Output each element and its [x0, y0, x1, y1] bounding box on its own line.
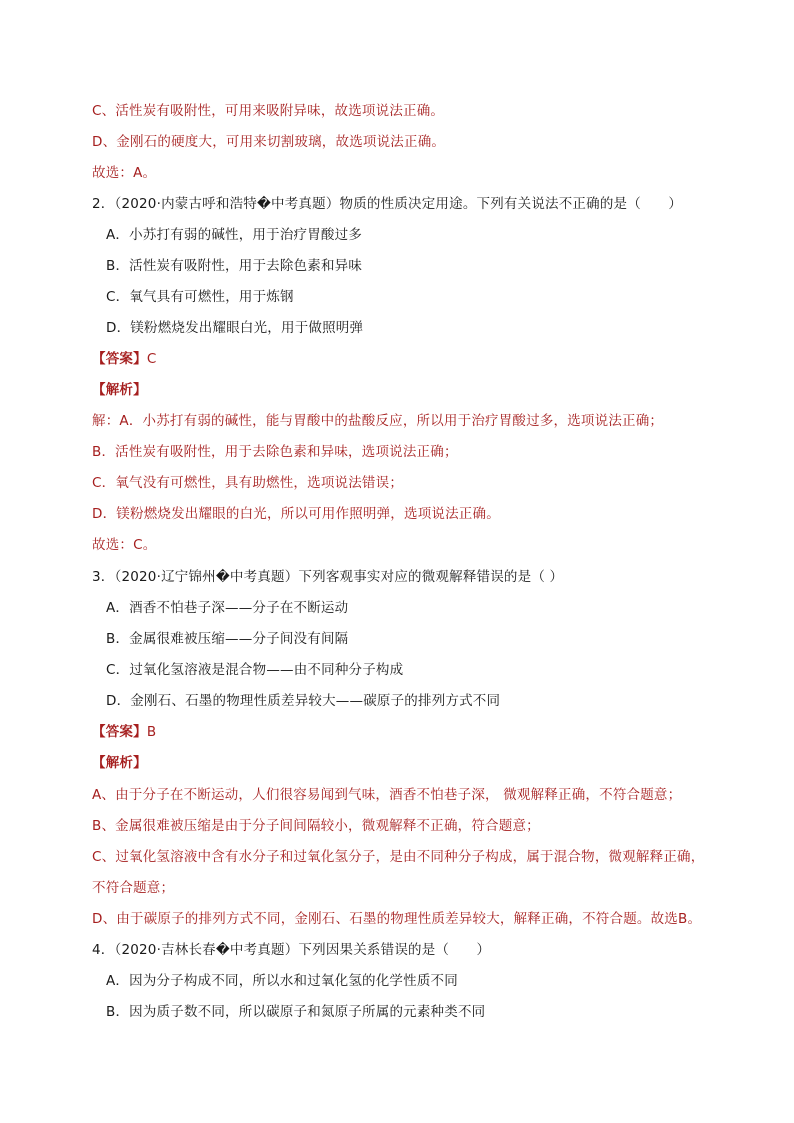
q3-option-a: A．酒香不怕巷子深——分子在不断运动	[106, 600, 349, 616]
q3-analysis-line-2: B、金属很难被压缩是由于分子间间隔较小，微观解释不正确，符合题意；	[92, 818, 540, 834]
q3-answer-value: B	[146, 724, 157, 740]
q1-analysis-c: C、活性炭有吸附性，可用来吸附异味，故选项说法正确。	[92, 103, 445, 119]
q2-answer-value: C	[146, 351, 157, 367]
q2-option-d: D．镁粉燃烧发出耀眼白光，用于做照明弹	[106, 320, 364, 336]
q2-analysis-line-2: B．活性炭有吸附性，用于去除色素和异味，选项说法正确；	[92, 444, 458, 460]
q3-stem: 3．（2020·辽宁锦州�中考真题）下列客观事实对应的微观解释错误的是（ ）	[92, 569, 564, 585]
q3-analysis-line-1: A、由于分子在不断运动，人们很容易闻到气味，酒香不怕巷子深， 微观解释正确，不符合题意；	[92, 787, 682, 803]
q3-option-d: D．金刚石、石墨的物理性质差异较大——碳原子的排列方式不同	[106, 693, 501, 709]
q2-option-b: B．活性炭有吸附性，用于去除色素和异味	[106, 258, 363, 274]
q2-option-a: A．小苏打有弱的碱性，用于治疗胃酸过多	[106, 227, 363, 243]
q2-analysis-tag: 【解析】	[92, 382, 147, 398]
q2-answer	[92, 349, 156, 369]
q2-answer-tag: 【答案】	[92, 351, 147, 367]
q1-select: 故选：A。	[92, 165, 157, 181]
q4-option-a: A．因为分子构成不同，所以水和过氧化氢的化学性质不同	[106, 973, 458, 989]
q3-answer	[92, 722, 156, 742]
q2-analysis-line-4: D．镁粉燃烧发出耀眼的白光，所以可用作照明弹，选项说法正确。	[92, 506, 500, 522]
q2-select: 故选：C。	[92, 537, 157, 553]
q4-stem: 4．（2020·吉林长春�中考真题）下列因果关系错误的是（ ）	[92, 942, 491, 958]
q2-option-c: C．氧气具有可燃性，用于炼钢	[106, 289, 294, 305]
q2-analysis-line-3: C．氧气没有可燃性，具有助燃性，选项说法错误；	[92, 475, 404, 491]
q3-analysis-line-5: D、由于碳原子的排列方式不同，金刚石、石墨的物理性质差异较大，解释正确，不符合题。故选B。	[92, 911, 702, 927]
q2-stem: 2．（2020·内蒙古呼和浩特�中考真题）物质的性质决定用途。下列有关说法不正确的是（ ）	[92, 196, 683, 212]
q3-analysis-tag: 【解析】	[92, 755, 147, 771]
q3-option-b: B．金属很难被压缩——分子间没有间隔	[106, 631, 349, 647]
q3-option-c: C．过氧化氢溶液是混合物——由不同种分子构成	[106, 662, 404, 678]
q1-analysis-d: D、金刚石的硬度大，可用来切割玻璃，故选项说法正确。	[92, 134, 446, 150]
q3-analysis-line-4: 不符合题意；	[92, 880, 175, 896]
q3-analysis-line-3: C、过氧化氢溶液中含有水分子和过氧化氢分子，是由不同种分子构成，属于混合物，微观解释正确，	[92, 849, 705, 865]
q2-analysis-line-1: 解：A．小苏打有弱的碱性，能与胃酸中的盐酸反应，所以用于治疗胃酸过多，选项说法正确；	[92, 413, 664, 429]
q3-answer-tag: 【答案】	[92, 724, 147, 740]
q4-option-b: B．因为质子数不同，所以碳原子和氮原子所属的元素种类不同	[106, 1004, 486, 1020]
